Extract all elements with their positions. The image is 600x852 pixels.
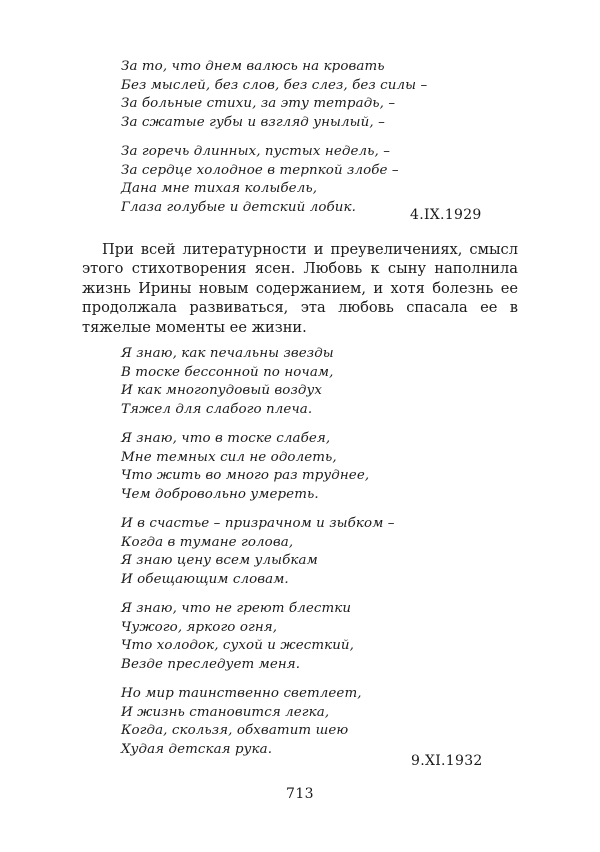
verse-line: И жизнь становится легка,	[121, 704, 330, 720]
verse-line: Но мир таинственно светлеет,	[121, 686, 362, 701]
verse-line: Когда в тумане голова,	[121, 534, 294, 550]
verse-line: Я знаю, что не греют блестки	[121, 601, 352, 616]
verse-line: Мне темных сил не одолеть,	[121, 449, 337, 465]
poem2-stanza-5	[121, 685, 362, 759]
prose-paragraph: При всей литературности и преувеличениях, смысл этого стихотворения ясен. Любовь к сыну наполнила жизнь Ирины новым содержанием, и хотя болезнь ее продолжала развиваться, эта любовь спасала ее в тяжелые моменты ее жизни.	[82, 241, 518, 336]
verse-line: Что холодок, сухой и жесткий,	[121, 638, 355, 654]
poem2-stanza-1	[121, 345, 334, 419]
verse-line: Что жить во много раз труднее,	[121, 468, 370, 484]
verse-line: За сердце холодное в терпкой злобе –	[121, 162, 399, 178]
verse-line: Чужого, яркого огня,	[121, 619, 278, 635]
verse-line: И как многопудовый воздух	[121, 383, 322, 399]
poem2-stanza-3	[121, 515, 395, 589]
verse-line: Я знаю, как печальны звезды	[121, 346, 334, 361]
verse-line: За больные стихи, за эту тетрадь, –	[121, 96, 396, 112]
poem1-stanza-1	[121, 58, 427, 132]
verse-line: За сжатые губы и взгляд унылый, –	[121, 114, 385, 130]
poem1-date: 4.IX.1929	[410, 207, 482, 223]
verse-line: За горечь длинных, пустых недель, –	[121, 144, 391, 159]
verse-line: Я знаю, что в тоске слабея,	[121, 431, 331, 446]
verse-line: Я знаю цену всем улыбкам	[121, 553, 318, 569]
verse-line: Без мыслей, без слов, без слез, без силы –	[121, 77, 428, 93]
poem1-stanza-2	[121, 143, 399, 217]
page-number: 713	[286, 786, 314, 802]
verse-line: Когда, скользя, обхватит шею	[121, 723, 349, 739]
verse-line: Глаза голубые и детский лобик.	[121, 199, 356, 215]
verse-line: Худая детская рука.	[121, 741, 273, 757]
verse-line: И в счастье – призрачном и зыбком –	[121, 516, 395, 531]
verse-line: Везде преследует меня.	[121, 656, 301, 672]
verse-line: За то, что днем валюсь на кровать	[121, 59, 385, 74]
verse-line: Тяжел для слабого плеча.	[121, 401, 313, 417]
poem2-stanza-2	[121, 430, 369, 504]
verse-line: Чем добровольно умереть.	[121, 486, 319, 502]
verse-line: Дана мне тихая колыбель,	[121, 181, 318, 197]
poem2-stanza-4	[121, 600, 354, 674]
verse-line: И обещающим словам.	[121, 571, 289, 587]
poem2-date: 9.XI.1932	[411, 753, 483, 769]
verse-line: В тоске бессонной по ночам,	[121, 364, 334, 380]
